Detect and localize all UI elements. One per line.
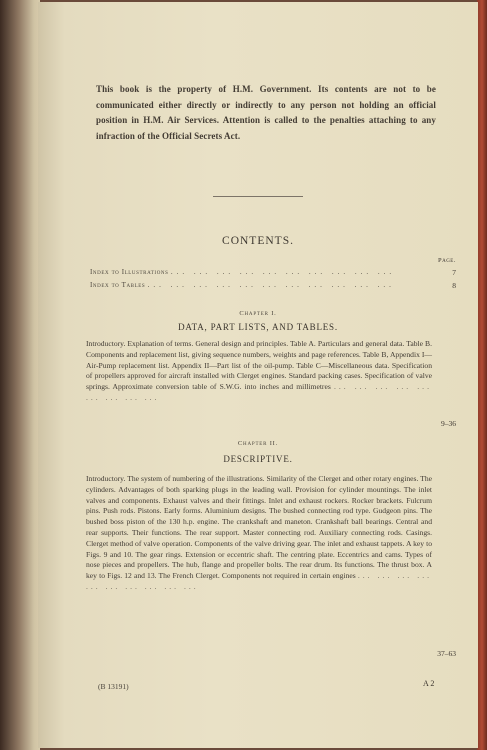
leader-dots: ... ... ... ... ... ... ... ... ... ... ... [147, 281, 395, 289]
chapter-2-label: Chapter II. [237, 440, 279, 447]
cover-edge [477, 0, 487, 750]
book-binding [0, 0, 40, 750]
chapter-2-pages: 37–63 [437, 649, 456, 658]
chapter-2-text: Introductory. The system of numbering of the illustrations. Similarity of the Clerget and other rotary engines. The cylinders. Advantages of both sparking plugs in the leading wall. Provision for cylinder mountings. The inlet valves and components. Exhaust valves and their fittings. Inlet and exhaust rockers. Rocker brackets. Fulcrum pins. Push rods. Pistons. Early forms. Aluminium designs. The bushed connecting rod type. Gudgeon pins. The bushed boss piston of the 130 h.p. engine. The crankshaft and maneton. Crankshaft ball bearings. Central and rear supports. Their functions. The rear support. Master connecting rod. Auxiliary connecting rods. Casings. Clerget method of valve operation. Components of the valve driving gear. The inlet and exhaust tappets. A key to Figs. 9 and 10. The gear rings. Extension or eccentric shaft. The centring plate. Eccentrics and cams. Types of nose pieces and propellers. The hub, flange and propeller bolts. The rear drum. Its functions. The thrust box. A key to Figs. 12 and 13. The French Clerget. Components not required in certain engines [86, 474, 432, 581]
chapter-1-pages: 9–36 [441, 419, 456, 428]
index-entry-label: Index to Tables [90, 281, 146, 289]
index-entry-illustrations[interactable] [90, 268, 440, 276]
index-entry-tables[interactable] [90, 281, 440, 289]
index-entry-label: Index to Illustrations [90, 268, 169, 276]
divider-rule [213, 196, 303, 197]
contents-title: CONTENTS. [222, 235, 294, 247]
chapter-2-title: DESCRIPTIVE. [223, 454, 293, 464]
index-entry-page: 7 [452, 268, 456, 277]
print-reference: (B 13191) [98, 682, 129, 691]
signature-mark: A 2 [423, 679, 435, 688]
leader-dots: ... ... ... ... ... ... ... ... ... ... [170, 268, 396, 276]
book-page [38, 2, 478, 748]
chapter-1-text: Introductory. Explanation of terms. General design and principles. Table A. Particulars and general data. Table B. Components and replacement list, giving sequence numbers, weights and page references. Table B, Appendix I—Air-Pump replacement list. Appendix II—Part list of the oil-pump. Table C—Miscellaneous data. Specification of propellers approved for aircraft installed with Clerget engines. Standard packing cases. Specification of valve springs. Approximate conversion table of S.W.G. into inches and millimetres [86, 339, 432, 392]
chapter-1-title: DATA, PART LISTS, AND TABLES. [178, 322, 338, 332]
page-column-heading: Page. [437, 257, 456, 264]
leader-dots: ... ... ... ... ... ... ... ... ... [86, 382, 432, 402]
chapter-1-label: Chapter I. [239, 310, 277, 317]
leader-dots: ... ... ... ... ... ... ... ... ... ... [86, 571, 433, 591]
chapter-2-summary[interactable] [86, 474, 432, 593]
chapter-1-summary[interactable] [86, 339, 432, 404]
index-entry-page: 8 [452, 281, 456, 290]
secrecy-notice: This book is the property of H.M. Government. Its contents are not to be communicated either directly or indirectly to any person not holding an official position in H.M. Air Services. Attention is called to the penalties attaching to any infraction of the Official Secrets Act. [96, 84, 436, 141]
